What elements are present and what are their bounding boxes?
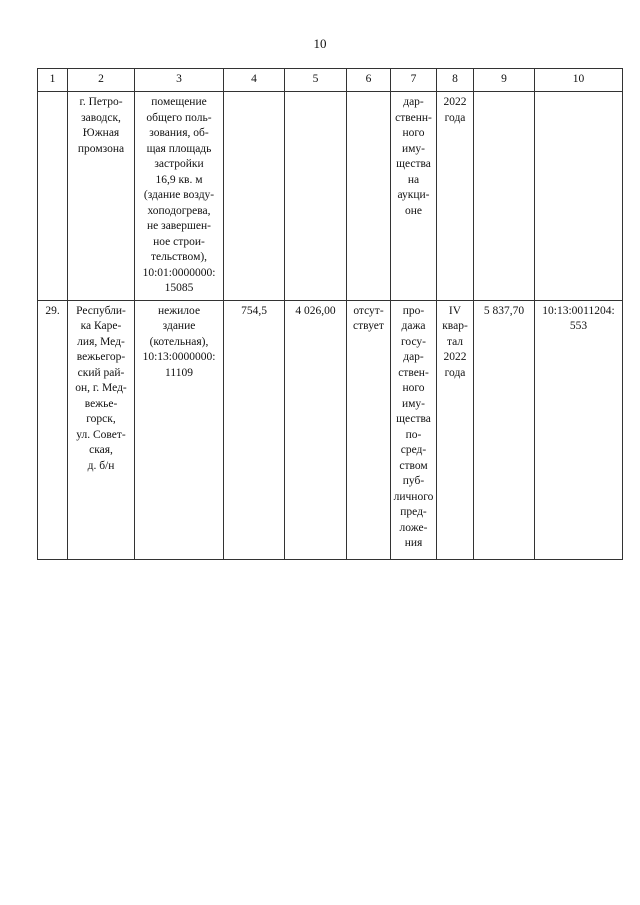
column-header: 9 xyxy=(474,69,535,92)
column-header: 2 xyxy=(68,69,135,92)
area-cell xyxy=(224,92,285,301)
privatization-method-cell: про- дажа госу- дар- ствен- ного иму- щества по- сред- ством пуб- личного пред- ложе- ния xyxy=(391,300,437,559)
table-header-row xyxy=(38,69,623,92)
row-number-cell xyxy=(38,92,68,301)
period-cell: IV квар- тал 2022 года xyxy=(437,300,474,559)
encumbrance-cell xyxy=(347,92,391,301)
column-header: 10 xyxy=(535,69,623,92)
privatization-method-cell: дар- ственн- ного иму- щества на аукци- оне xyxy=(391,92,437,301)
row-number-cell: 29. xyxy=(38,300,68,559)
table-row xyxy=(38,300,623,559)
cadastral-number-cell: 10:13:0011204: 553 xyxy=(535,300,623,559)
column-header: 3 xyxy=(135,69,224,92)
area-cell: 754,5 xyxy=(224,300,285,559)
cadastral-number-cell xyxy=(535,92,623,301)
value-cell: 4 026,00 xyxy=(285,300,347,559)
address-cell: г. Петро- заводск, Южная промзона xyxy=(68,92,135,301)
encumbrance-cell: отсут- ствует xyxy=(347,300,391,559)
value-cell xyxy=(285,92,347,301)
column-header: 8 xyxy=(437,69,474,92)
table-row xyxy=(38,92,623,301)
price-cell: 5 837,70 xyxy=(474,300,535,559)
property-table xyxy=(37,68,623,560)
object-description-cell: помещение общего поль- зования, об- щая площадь застройки 16,9 кв. м (здание возду- хоподогрева, не завершен- ное строи- тельством), 10:01:0000000: 15085 xyxy=(135,92,224,301)
price-cell xyxy=(474,92,535,301)
page-number: 10 xyxy=(313,36,327,51)
column-header: 7 xyxy=(391,69,437,92)
column-header: 5 xyxy=(285,69,347,92)
address-cell: Республи- ка Каре- лия, Мед- вежьегор- ский рай- он, г. Мед- вежье- горск, ул. Совет- ская, д. б/н xyxy=(68,300,135,559)
column-header: 6 xyxy=(347,69,391,92)
object-description-cell: нежилое здание (котельная), 10:13:0000000: 11109 xyxy=(135,300,224,559)
column-header: 1 xyxy=(38,69,68,92)
period-cell: 2022 года xyxy=(437,92,474,301)
column-header: 4 xyxy=(224,69,285,92)
